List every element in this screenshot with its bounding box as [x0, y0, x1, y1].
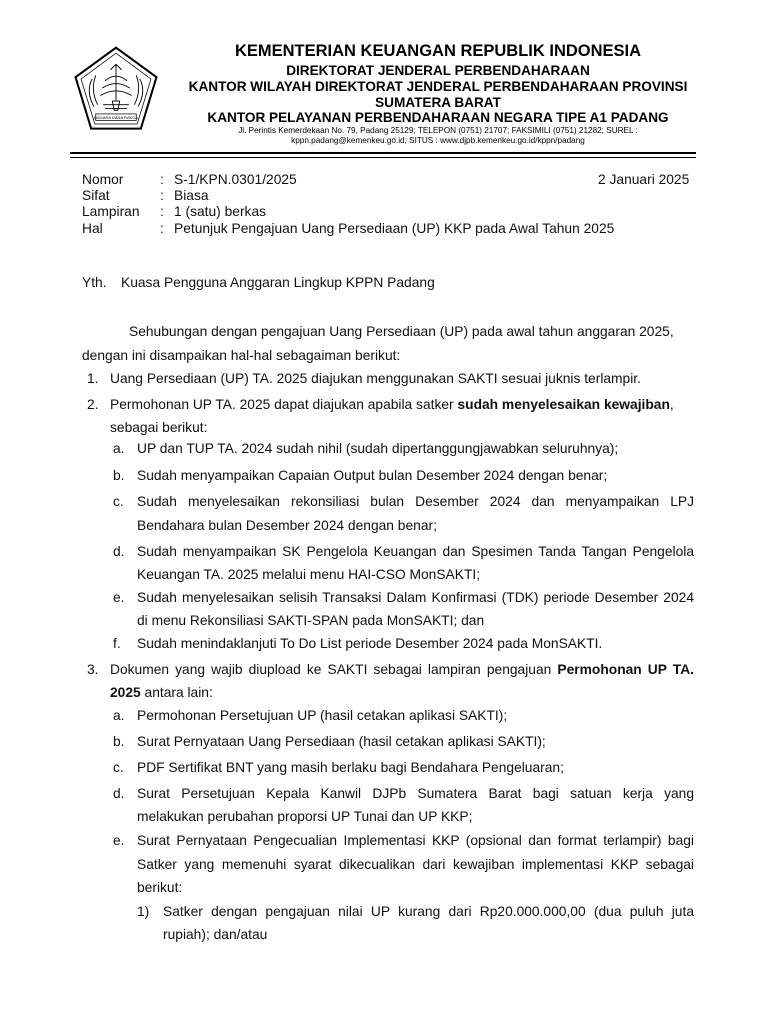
recipient-prefix: Yth. [82, 275, 107, 290]
item-2-line1: Permohonan UP TA. 2025 dapat diajukan apabila satker sudah menyelesaikan kewajiban, [110, 397, 674, 412]
hal-label: Hal [82, 221, 103, 236]
item-3e-line3: berikut: [137, 880, 183, 895]
item-3e-line2: Satker yang memenuhi syarat dikecualikan dari kewajiban implementasi KKP sebagai [137, 857, 694, 872]
item-3a-label: a. [113, 708, 125, 723]
item-2b-text: Sudah menyampaikan Capaian Output bulan Desember 2024 dengan benar; [137, 468, 608, 483]
nomor-label: Nomor [82, 172, 124, 187]
item-2e-line2: di menu Rekonsiliasi SAKTI-SPAN pada MonSAKTI; dan [137, 613, 485, 628]
sifat-value: Biasa [174, 188, 209, 203]
sifat-label: Sifat [82, 188, 110, 203]
sifat-colon: : [160, 188, 164, 203]
item-1-text: Uang Persediaan (UP) TA. 2025 diajukan menggunakan SAKTI sesuai juknis terlampir. [110, 371, 641, 386]
office-address: Jl. Perintis Kemerdekaan No. 79, Padang 25129; TELEPON (0751) 21707; FAKSIMILI (0751) 21282; SUREL : kppn.padang@kemenkeu.go.id; SITUS : www.djpb.kemenkeu.go.id/kppn/padang [238, 126, 638, 145]
ministry-emblem-icon [70, 44, 162, 136]
ministry-name: KEMENTERIAN KEUANGAN REPUBLIK INDONESIA [234, 42, 642, 60]
item-3c-text: PDF Sertifikat BNT yang masih berlaku bagi Bendahara Pengeluaran; [137, 760, 564, 775]
item-2d-line1: Sudah menyampaikan SK Pengelola Keuangan dan Spesimen Tanda Tangan Pengelola [137, 544, 694, 559]
item-2-number: 2. [87, 397, 99, 412]
svg-text:NAGARA DANA RAKCA: NAGARA DANA RAKCA [94, 114, 138, 120]
item-1-number: 1. [87, 371, 99, 386]
item-2b-label: b. [113, 468, 125, 483]
directorate-name: DIREKTORAT JENDERAL PERBENDAHARAAN [286, 63, 590, 78]
regional-office-line2: SUMATERA BARAT [375, 95, 501, 110]
item-3e-1-line2: rupiah); dan/atau [163, 927, 268, 942]
lampiran-value: 1 (satu) berkas [174, 204, 267, 219]
item-3b-label: b. [113, 734, 125, 749]
item-2e-line1: Sudah menyelesaikan selisih Transaksi Dalam Konfirmasi (TDK) periode Desember 2024 [137, 590, 694, 605]
item-2c-label: c. [113, 494, 124, 509]
item-3b-text: Surat Pernyataan Uang Persediaan (hasil cetakan aplikasi SAKTI); [137, 734, 546, 749]
item-2a-text: UP dan TUP TA. 2024 sudah nihil (sudah dipertanggungjawabkan seluruhnya); [137, 441, 619, 456]
item-2f-text: Sudah menindaklanjuti To Do List periode Desember 2024 pada MonSAKTI. [137, 636, 603, 651]
item-3-line1: Dokumen yang wajib diupload ke SAKTI sebagai lampiran pengajuan Permohonan UP TA. [110, 662, 694, 677]
nomor-value: S-1/KPN.0301/2025 [174, 172, 297, 187]
nomor-colon: : [160, 172, 164, 187]
item-2-line2: sebagai berikut: [110, 420, 208, 435]
item-3-number: 3. [87, 662, 99, 677]
hal-colon: : [160, 221, 164, 236]
item-3d-line2: melakukan perubahan proporsi UP Tunai dan UP KKP; [137, 809, 473, 824]
letter-date: 2 Januari 2025 [598, 172, 690, 187]
item-2d-label: d. [113, 544, 125, 559]
item-2d-line2: Keuangan TA. 2025 melalui menu HAI-CSO MonSAKTI; [137, 567, 481, 582]
item-2c-line2: Bendahara bulan Desember 2024 dengan benar; [137, 518, 437, 533]
item-2e-label: e. [113, 590, 125, 605]
item-3d-line1: Surat Persetujuan Kepala Kanwil DJPb Sumatera Barat bagi satuan kerja yang [137, 786, 694, 801]
item-3e-1-label: 1) [137, 904, 150, 919]
lampiran-label: Lampiran [82, 204, 140, 219]
lampiran-colon: : [160, 204, 164, 219]
item-3c-label: c. [113, 760, 124, 775]
item-3a-text: Permohonan Persetujuan UP (hasil cetakan aplikasi SAKTI); [137, 708, 508, 723]
letterhead-rule-thin [70, 157, 696, 158]
item-3e-line1: Surat Pernyataan Pengecualian Implementasi KKP (opsional dan format terlampir) bagi [137, 833, 694, 848]
service-office-name: KANTOR PELAYANAN PERBENDAHARAAN NEGARA TIPE A1 PADANG [207, 110, 669, 125]
intro-line2: dengan ini disampaikan hal-hal sebagaiman berikut: [82, 348, 401, 363]
recipient-name: Kuasa Pengguna Anggaran Lingkup KPPN Padang [121, 275, 435, 290]
regional-office-line1: KANTOR WILAYAH DIREKTORAT JENDERAL PERBENDAHARAAN PROVINSI [188, 79, 688, 94]
item-3e-label: e. [113, 833, 125, 848]
item-2c-line1: Sudah menyelesaikan rekonsiliasi bulan Desember 2024 dan menyampaikan LPJ [137, 494, 694, 509]
item-3d-label: d. [113, 786, 125, 801]
intro-line1: Sehubungan dengan pengajuan Uang Persediaan (UP) pada awal tahun anggaran 2025, [129, 324, 674, 339]
item-3-line2: 2025 antara lain: [110, 685, 213, 700]
item-2a-label: a. [113, 441, 125, 456]
hal-value: Petunjuk Pengajuan Uang Persediaan (UP) KKP pada Awal Tahun 2025 [174, 221, 615, 236]
letterhead-rule-thick [70, 152, 696, 154]
item-2f-label: f. [113, 636, 121, 651]
item-3e-1-line1: Satker dengan pengajuan nilai UP kurang dari Rp20.000.000,00 (dua puluh juta [163, 904, 694, 919]
